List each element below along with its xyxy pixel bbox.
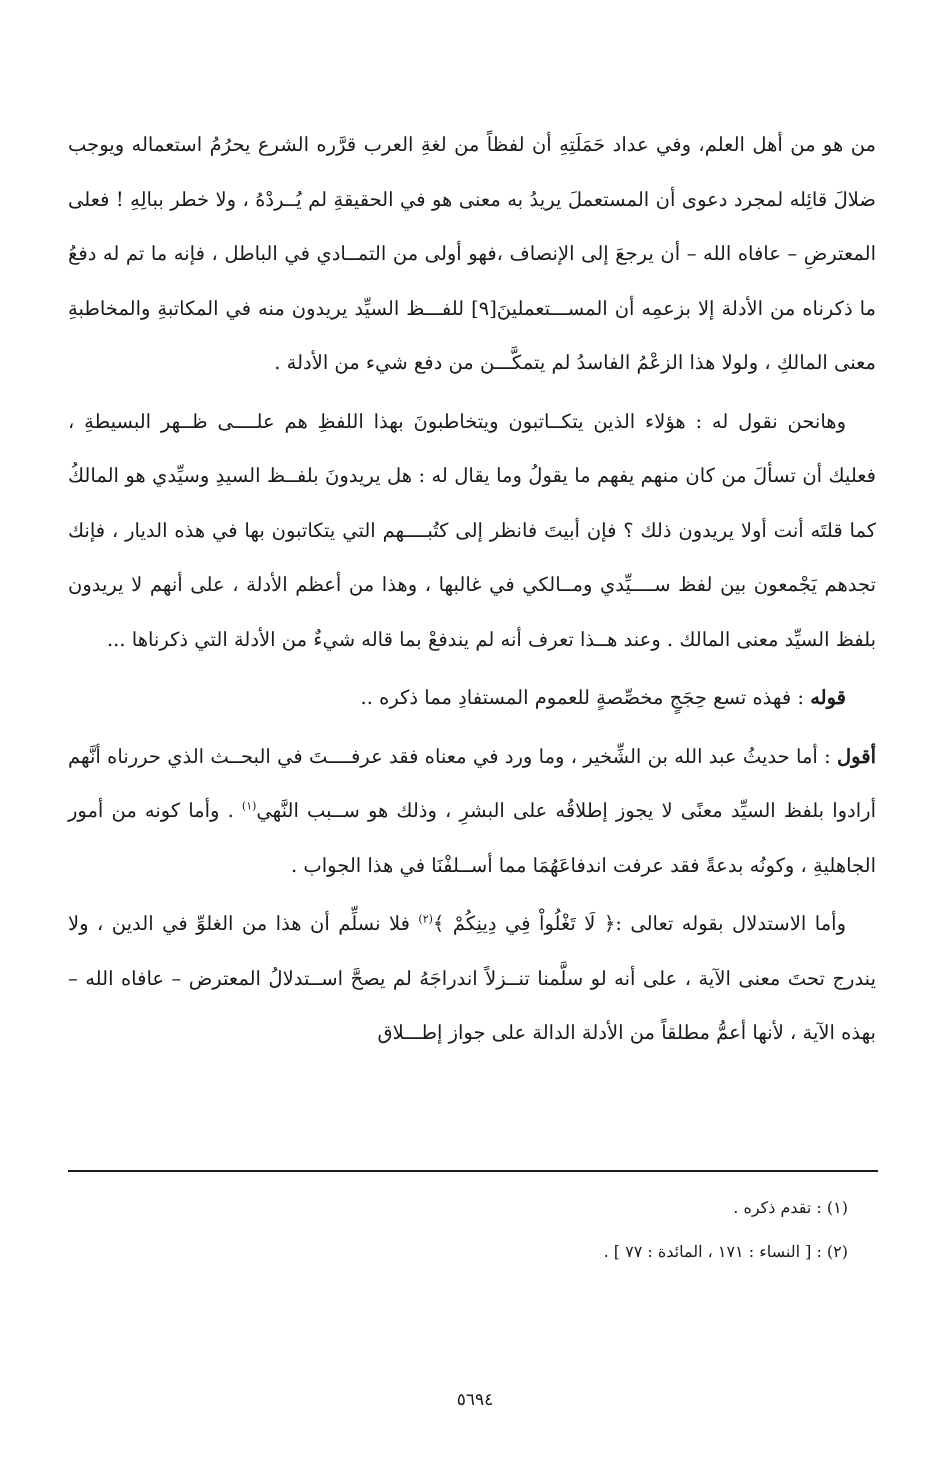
footnote-ref-1: (١): [241, 799, 257, 813]
footnote-divider: [68, 1170, 878, 1172]
quran-verse: ﴿ لَا تَغْلُواْ فِي دِينِكُمْ ﴾: [432, 912, 616, 935]
paragraph-5: [68, 897, 876, 1061]
footnote-2: (٢) : [ النساء : ١٧١ ، المائدة : ٧٧ ] .: [603, 1242, 848, 1261]
paragraph-2: وهانحن نقول له : هؤلاء الذين يتكــاتبون ويتخاطبونَ بهذا اللفظِ هم علــــى ظــهر البسيطةِ ، فعليك أن تسألَ من كان منهم يفهم ما يقولُ وما يقال له : هل يريدونَ بلفــظ السيدِ وسيِّدي هو المالكُ كما قلتَه أنت أولا يريدون ذلك ؟ فإن أبيتَ فانظر إلى كتُبــــهم التي يتكاتبون بها في هذه الديار ، فإنك تجدهم يَجْمعون بين لفظ ســــيِّدي ومــالكي في غالبها ، وهذا من أعظم الأدلة ، على أنهم لا يريدون بلفظ السيِّد معنى المالك . وعند هــذا تعرف أنه لم يندفعْ بما قاله شيءٌ من الأدلة التي ذكرناها ...: [68, 409, 876, 651]
paragraph-4-text-before: : أما حديثُ عبد الله بن الشِّخير ، وما ورد في معناه فقد عرفــــتَ في البحــث الذي حررناه أنَّهم أرادوا بلفظ السيِّد معنًى لا يجوز إطلاقُه على البشرِ ، وذلك هو ســبب النَّهي: [68, 744, 876, 822]
paragraph-3-text: : فهذه تسع حِجَجٍ مخصِّصةٍ للعموم المستفادِ مما ذكره ..: [360, 686, 811, 709]
paragraph-1: من هو من أهل العلم، وفي عداد حَمَلَتِهِ أن لفظاً من لغةِ العرب قرَّره الشرع يحرُمُ استعماله ويوجب ضلالَ قائِله لمجرد دعوى أن المستعملَ يريدُ به معنى هو في الحقيقةِ لم يُــردْهُ ، ولا خطر ببالِهِ ! فعلى المعترضِ – عافاه الله – أن يرجعَ إلى الإنصاف ،فهو أولى من التمــادي في الباطل ، فإنه ما تم له دفعُ ما ذكرناه من الأدلة إلا بزعمِه أن المســـتعملينَ[٩] للفـــظ السيِّد يريدون منه في المكاتبةِ والمخاطبةِ معنى المالكِ ، ولولا هذا الزعْمُ الفاسدُ لم يتمكَّـــن من دفع شيء من الأدلة .: [68, 133, 876, 374]
paragraph-3: [68, 671, 876, 726]
footnotes: [68, 1186, 876, 1274]
keyword-qawluhu: قوله: [810, 686, 846, 709]
footnote-ref-2: (٢): [418, 912, 433, 926]
main-text: [68, 118, 876, 1061]
footnote-1: (١) : تقدم ذكره .: [733, 1198, 848, 1217]
keyword-aqulu: أقول: [837, 744, 876, 768]
paragraph-5-text-before: وأما الاستدلال بقوله تعالى :: [615, 912, 846, 935]
paragraph-4-text-after: . وأما كونه من أمور الجاهليةِ ، وكونُه بدعةً فقد عرفت اندفاعَهُمَا مما أســلفْنَا في هذا الجواب .: [68, 799, 876, 877]
paragraph-5-text-after: فلا نسلِّم أن هذا من الغلوِّ في الدين ، ولا يندرج تحتَ معنى الآية ، على أنه لو سلَّمنا تنــزلاً اندراجَهُ لم يصحَّ اســتدلالُ المعترض – عافاه الله – بهذه الآية ، لأنها أعمُّ مطلقاً من الأدلة الدالة على جواز إطـــلاق: [68, 912, 876, 1044]
page-number: ٥٦٩٤: [456, 1390, 494, 1410]
paragraph-4: [68, 730, 876, 894]
